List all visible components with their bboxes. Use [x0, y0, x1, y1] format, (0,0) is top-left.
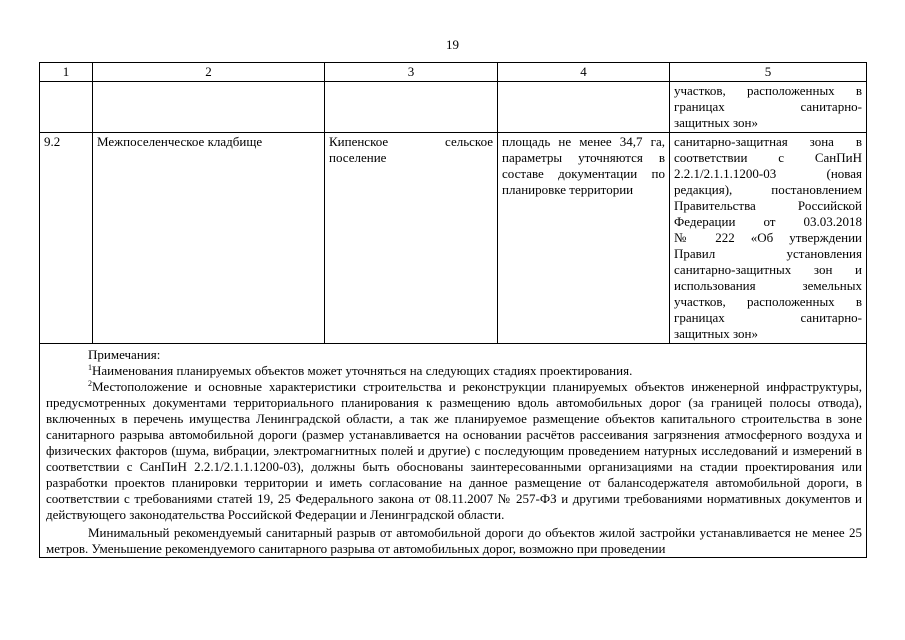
object-name: Межпоселенческое кладбище — [93, 133, 325, 344]
note-2-text: Местоположение и основные характеристики строительства и реконструкции планируемых объектов инженерной инфраструктуры, предусмотренных документами территориального планирования к размещению вдоль автомобильных дорог (за границей полосы отвода), включенных в перечень имущества Ленинградской области, а так же планируемое размещение объектов капитального строительства в зоне санитарного разрыва автомобильной дороги (размер устанавливается на основании расчётов рассеивания загрязнения атмосферного воздуха и физических факторов (шума, вибрации, электромагнитных полей и другие) с последующим проведением натурных исследований и измерений в соответствии с СанПиН 2.2.1/2.1.1.1200-03), должны быть обоснованы заинтересованными организациями на стадии проектирования или разработки проектов планировки территории и иметь согласование на данное размещение от балансодержателя автомобильной дороги, в соответствии с требованиями статей 19, 25 Федерального закона от 08.11.2007 № 257-ФЗ и другими требованиями нормативных документов и действующего законодательства Российской Федерации и Ленинградской области. — [46, 379, 862, 522]
zone-line: участков, расположенных в — [674, 294, 862, 309]
zone-line: № 222 «Об утверждении — [674, 230, 862, 245]
note-2-marker: 2 — [88, 379, 92, 388]
object-parameters: площадь не менее 34,7 га, параметры уточняются в составе документации по планировке территории — [498, 133, 670, 344]
zone-line: границах санитарно- — [674, 310, 862, 325]
notes-title: Примечания: — [88, 347, 161, 362]
notes-cell — [40, 344, 867, 558]
sanitary-zone-cell — [670, 133, 867, 344]
column-header-3: 3 — [325, 63, 498, 82]
page-number: 19 — [446, 37, 459, 52]
note-1 — [46, 363, 862, 379]
notes-row — [40, 344, 867, 558]
continued-line: участков, расположенных в — [674, 83, 862, 98]
row-number: 9.2 — [40, 133, 93, 344]
document-table — [39, 62, 867, 558]
continued-line: границах санитарно- — [674, 99, 862, 114]
column-header-5: 5 — [670, 63, 867, 82]
zone-line: использования земельных — [674, 278, 862, 293]
paragraph-sanitary-gap: Минимальный рекомендуемый санитарный разрыв от автомобильной дороги до объектов жилой застройки устанавливается не менее 25 метров. Уменьшение рекомендуемого санитарного разрыва от автомобильных дорог, возможно при проведении — [46, 525, 862, 556]
column-header-2: 2 — [93, 63, 325, 82]
column-header-1: 1 — [40, 63, 93, 82]
note-1-marker: 1 — [88, 363, 92, 372]
zone-line: санитарно-защитная зона в — [674, 134, 862, 149]
note-2 — [46, 379, 862, 523]
zone-line: санитарно-защитных зон и — [674, 262, 862, 277]
table-header-row — [40, 63, 867, 82]
table-row-9-2 — [40, 133, 867, 344]
zone-line: редакция), постановлением — [674, 182, 862, 197]
zone-line: Правительства Российской — [674, 198, 862, 213]
continued-zone-cell — [670, 82, 867, 133]
note-1-text: Наименования планируемых объектов может уточняться на следующих стадиях проектирования. — [92, 363, 633, 378]
zone-line: соответствии с СанПиН — [674, 150, 862, 165]
continued-line: защитных зон» — [674, 115, 759, 130]
object-location: Кипенское сельское поселение — [325, 133, 498, 344]
column-header-4: 4 — [498, 63, 670, 82]
zone-line: 2.2.1/2.1.1.1200-03 (новая — [674, 166, 862, 181]
zone-line: Правил установления — [674, 246, 862, 261]
zone-line: защитных зон» — [674, 326, 759, 341]
table-row-continued — [40, 82, 867, 133]
zone-line: Федерации от 03.03.2018 — [674, 214, 862, 229]
